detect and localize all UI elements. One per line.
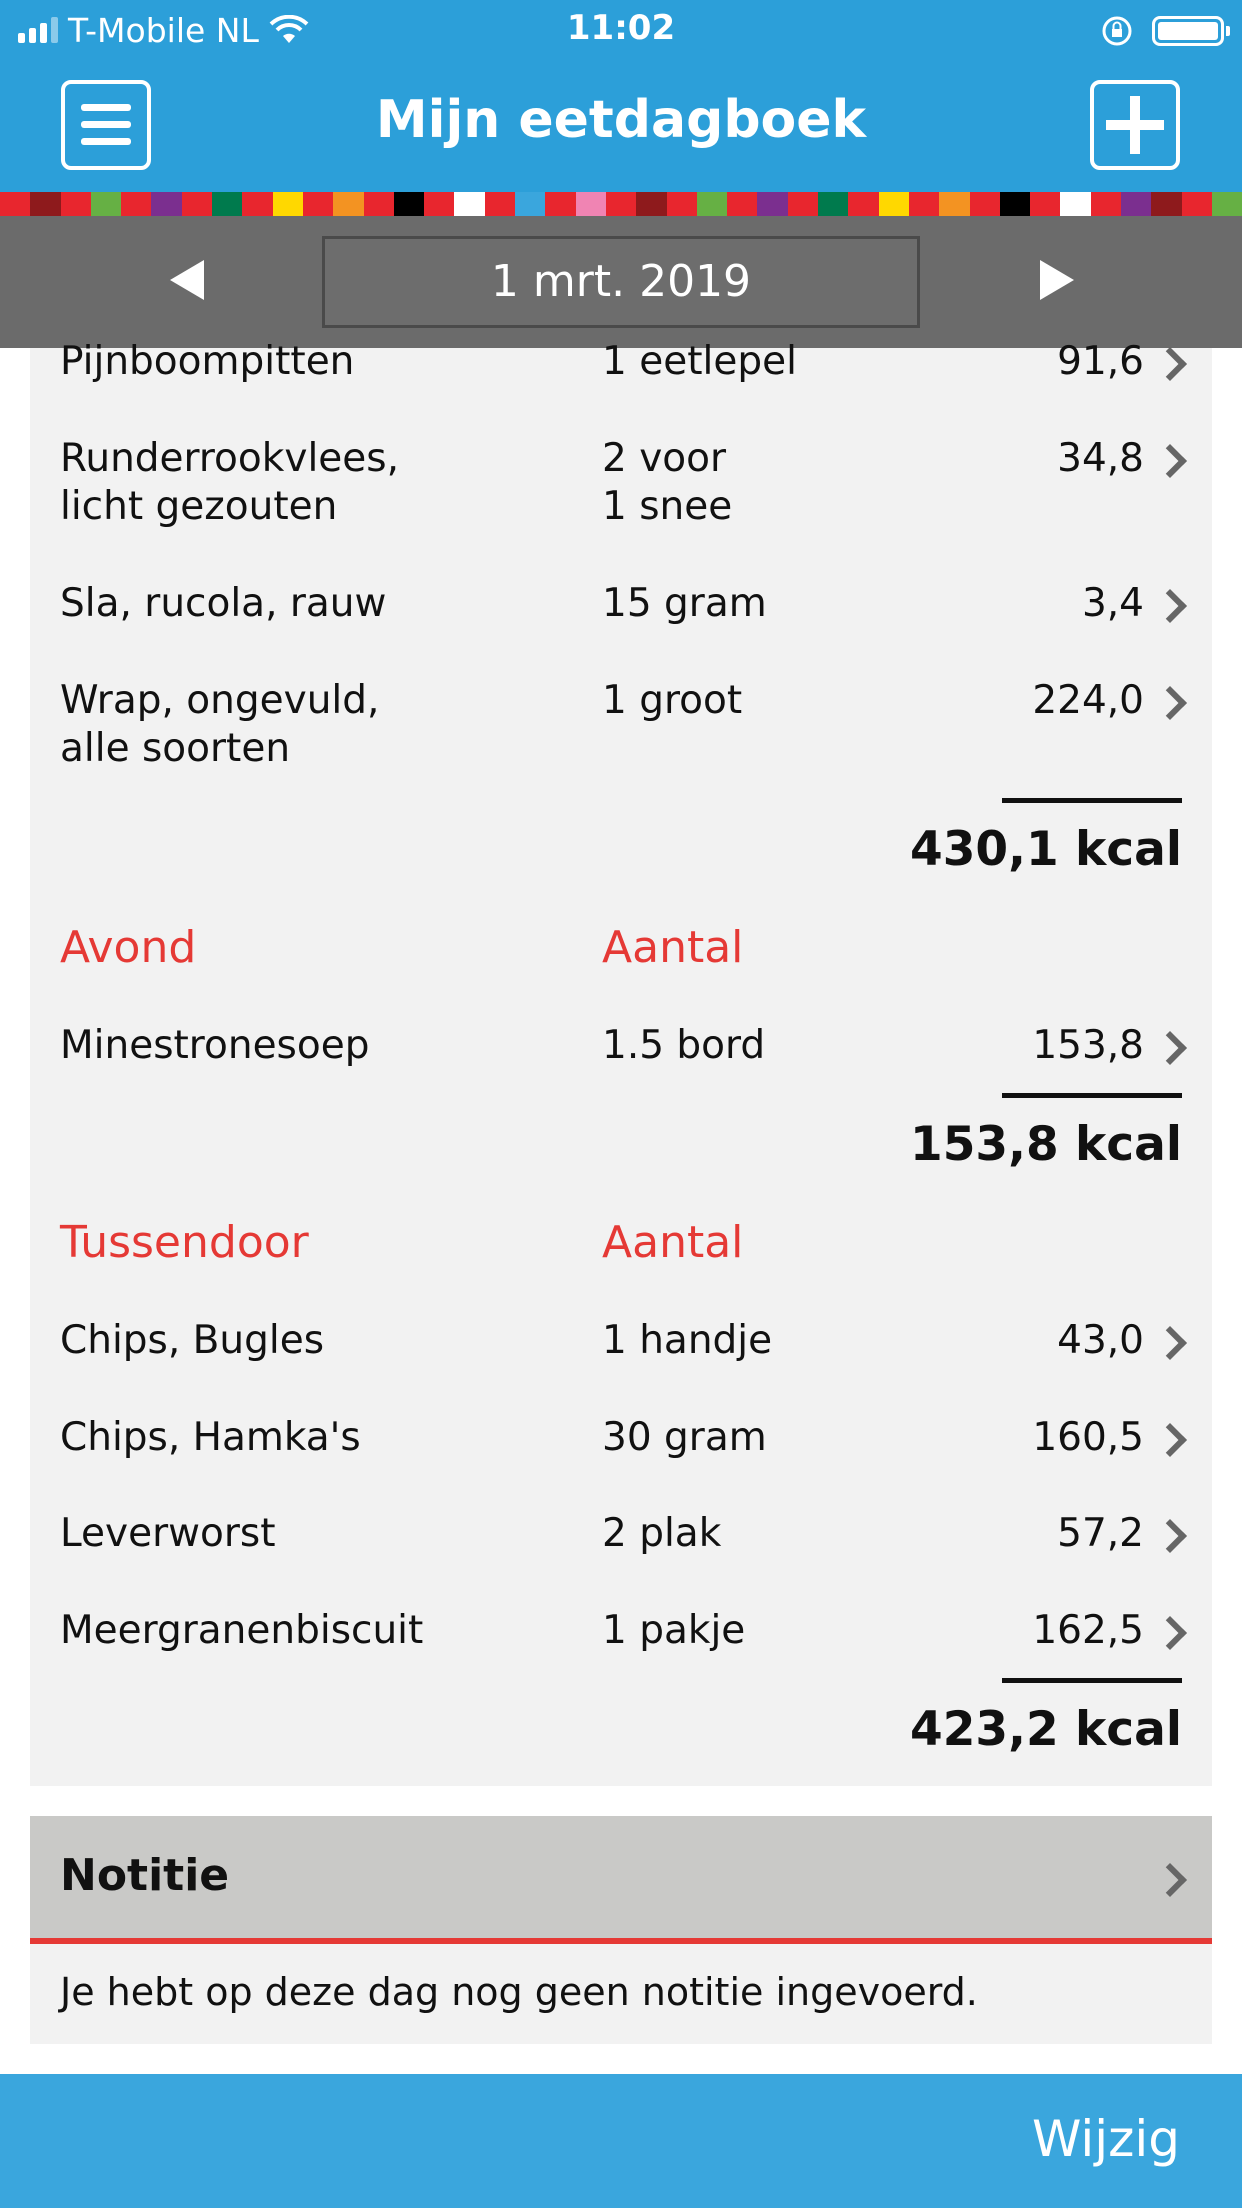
chevron-right-icon: [1153, 1326, 1187, 1360]
previous-day-icon[interactable]: [170, 260, 204, 300]
food-name: Meergranenbiscuit: [60, 1608, 424, 1653]
food-amount: 1 groot: [602, 678, 743, 723]
color-segment: [91, 192, 121, 216]
color-segment: [364, 192, 394, 216]
add-entry-button[interactable]: [1090, 80, 1180, 170]
color-segment: [667, 192, 697, 216]
chevron-right-icon: [1153, 686, 1187, 720]
list-item[interactable]: [30, 435, 1212, 531]
food-name: Chips, Bugles: [60, 1318, 325, 1363]
chevron-right-icon: [1153, 589, 1187, 623]
section-title-avond: Avond: [60, 922, 197, 973]
chevron-right-icon: [1153, 1031, 1187, 1065]
color-segment: [1182, 192, 1212, 216]
food-amount-line2: 1 snee: [602, 484, 733, 529]
color-segment: [1060, 192, 1090, 216]
date-selector[interactable]: 1 mrt. 2019: [322, 236, 920, 328]
battery-icon: [1152, 16, 1224, 46]
color-segment: [182, 192, 212, 216]
color-strip: [0, 192, 1242, 216]
color-segment: [1121, 192, 1151, 216]
food-kcal: 34,8: [1057, 436, 1144, 481]
meal-total: 423,2 kcal: [910, 1702, 1182, 1757]
page-title: Mijn eetdagboek: [375, 90, 867, 150]
food-name: Pijnboompitten: [60, 339, 355, 384]
food-kcal: 91,6: [1057, 339, 1144, 384]
chevron-right-icon: [1153, 1863, 1187, 1897]
list-item[interactable]: [30, 1510, 1212, 1570]
food-name-line2: alle soorten: [60, 726, 291, 771]
note-body: [30, 1944, 1212, 2044]
food-amount-line1: 2 voor: [602, 436, 727, 481]
chevron-right-icon: [1153, 347, 1187, 381]
list-item[interactable]: [30, 677, 1212, 773]
color-segment: [0, 192, 30, 216]
food-kcal: 224,0: [1032, 678, 1144, 723]
food-name: Sla, rucola, rauw: [60, 581, 387, 626]
meal-total: 153,8 kcal: [910, 1117, 1182, 1172]
color-segment: [697, 192, 727, 216]
status-time: 11:02: [566, 8, 676, 48]
color-segment: [394, 192, 424, 216]
color-segment: [333, 192, 363, 216]
meal-total: 430,1 kcal: [910, 822, 1182, 877]
diary-list: [30, 339, 1212, 1786]
color-segment: [757, 192, 787, 216]
color-segment: [879, 192, 909, 216]
status-bar: [0, 0, 1242, 62]
next-day-icon[interactable]: [1040, 260, 1074, 300]
color-segment: [485, 192, 515, 216]
food-kcal: 162,5: [1032, 1608, 1144, 1653]
note-text: Je hebt op deze dag nog geen notitie ingevoerd.: [60, 1970, 978, 2014]
section-title-tussendoor: Tussendoor: [60, 1217, 309, 1268]
carrier-label: T-Mobile NL: [68, 10, 259, 50]
food-name: Chips, Hamka's: [60, 1415, 361, 1460]
sum-divider: [1002, 1093, 1182, 1098]
color-segment: [909, 192, 939, 216]
color-segment: [454, 192, 484, 216]
color-segment: [788, 192, 818, 216]
color-segment: [1151, 192, 1181, 216]
amount-column-header: Aantal: [602, 922, 744, 973]
chevron-right-icon: [1153, 1519, 1187, 1553]
color-segment: [727, 192, 757, 216]
color-segment: [151, 192, 181, 216]
bottom-toolbar: [0, 2074, 1242, 2208]
list-item[interactable]: [30, 1317, 1212, 1377]
color-segment: [970, 192, 1000, 216]
list-item[interactable]: [30, 338, 1212, 408]
status-right: [1100, 10, 1224, 52]
food-name-line1: Runderrookvlees,: [60, 436, 399, 481]
food-name: Leverworst: [60, 1511, 276, 1556]
food-amount: 15 gram: [602, 581, 767, 626]
food-kcal: 57,2: [1057, 1511, 1144, 1556]
amount-column-header: Aantal: [602, 1217, 744, 1268]
color-segment: [939, 192, 969, 216]
list-item[interactable]: [30, 1607, 1212, 1667]
food-amount: 1 pakje: [602, 1608, 746, 1653]
note-header[interactable]: [30, 1816, 1212, 1944]
color-segment: [30, 192, 60, 216]
color-segment: [636, 192, 666, 216]
color-segment: [1091, 192, 1121, 216]
color-segment: [515, 192, 545, 216]
rotation-lock-icon: [1100, 14, 1134, 48]
color-segment: [576, 192, 606, 216]
chevron-right-icon: [1153, 444, 1187, 478]
food-amount: 30 gram: [602, 1415, 767, 1460]
color-segment: [545, 192, 575, 216]
color-segment: [606, 192, 636, 216]
food-kcal: 3,4: [1081, 581, 1144, 626]
food-amount: 2 plak: [602, 1511, 722, 1556]
chevron-right-icon: [1153, 1616, 1187, 1650]
food-name-line2: licht gezouten: [60, 484, 338, 529]
list-item[interactable]: [30, 580, 1212, 640]
color-segment: [848, 192, 878, 216]
color-segment: [242, 192, 272, 216]
food-amount: 1 eetlepel: [602, 339, 797, 384]
color-segment: [273, 192, 303, 216]
color-segment: [61, 192, 91, 216]
color-segment: [121, 192, 151, 216]
note-title: Notitie: [60, 1850, 230, 1901]
food-kcal: 160,5: [1032, 1415, 1144, 1460]
list-item[interactable]: [30, 1022, 1212, 1082]
app-header: [0, 62, 1242, 192]
edit-button[interactable]: Wijzig: [1032, 2110, 1180, 2168]
sum-divider: [1002, 798, 1182, 803]
date-navigator: [0, 216, 1242, 348]
food-kcal: 153,8: [1032, 1023, 1144, 1068]
list-item[interactable]: [30, 1414, 1212, 1474]
chevron-right-icon: [1153, 1423, 1187, 1457]
color-segment: [1212, 192, 1242, 216]
food-name-line1: Wrap, ongevuld,: [60, 678, 380, 723]
color-segment: [1030, 192, 1060, 216]
food-kcal: 43,0: [1057, 1318, 1144, 1363]
food-amount: 1.5 bord: [602, 1023, 766, 1068]
color-segment: [303, 192, 333, 216]
food-name: Minestronesoep: [60, 1023, 370, 1068]
sum-divider: [1002, 1678, 1182, 1683]
food-amount: 1 handje: [602, 1318, 773, 1363]
plus-icon: [1094, 84, 1176, 166]
color-segment: [424, 192, 454, 216]
color-segment: [212, 192, 242, 216]
color-segment: [1000, 192, 1030, 216]
color-segment: [818, 192, 848, 216]
